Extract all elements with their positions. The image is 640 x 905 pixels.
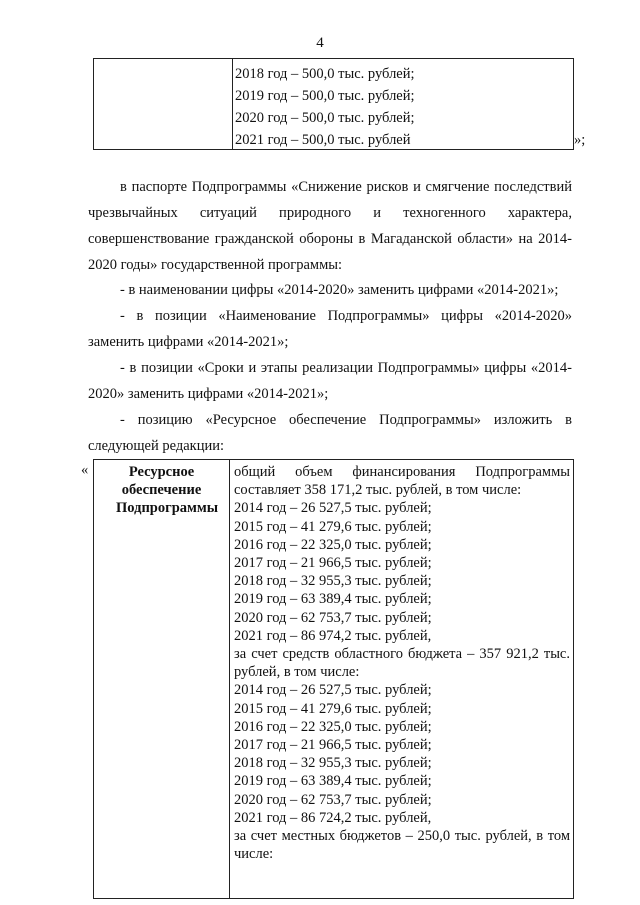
table-line: 2014 год – 26 527,5 тыс. рублей;	[234, 682, 432, 699]
table-line: за счет местных бюджетов – 250,0 тыс. рублей, в том числе:	[234, 828, 570, 863]
table-line: общий объем финансирования Подпрограммы составляет 358 171,2 тыс. рублей, в том числе:	[234, 464, 570, 499]
table-line: 2021 год – 86 974,2 тыс. рублей,	[234, 627, 432, 644]
table-line: за счет средств областного бюджета – 357 921,2 тыс. рублей, в том числе:	[234, 646, 570, 681]
intro-paragraph: в паспорте Подпрограммы «Снижение рисков и смягчение последствий чрезвычайных ситуаций природного и техногенного характера, совершенствование гражданской обороны в Магаданской области» на 2014-2020 годы» государственной программы:	[88, 179, 572, 273]
table-line: 2017 год – 21 966,5 тыс. рублей;	[234, 555, 432, 572]
amendment-item: - позицию «Ресурсное обеспечение Подпрограммы» изложить в следующей редакции:	[88, 412, 572, 454]
resource-table	[93, 459, 574, 899]
table-cell-funding	[235, 63, 569, 151]
table-column-divider	[229, 460, 230, 899]
table-line: 2020 год – 62 753,7 тыс. рублей;	[234, 609, 432, 626]
amendment-item: - в наименовании цифры «2014-2020» заменить цифрами «2014-2021»;	[120, 282, 559, 298]
table-line: 2018 год – 32 955,3 тыс. рублей;	[234, 573, 432, 590]
continuation-table	[93, 58, 574, 150]
closing-quote: »;	[574, 132, 586, 148]
table-line: 2020 год – 62 753,7 тыс. рублей;	[234, 791, 432, 808]
page-number: 4	[316, 35, 324, 51]
table-cell-resources	[234, 463, 570, 863]
table-line: 2021 год – 500,0 тыс. рублей	[235, 132, 411, 148]
table-line: 2017 год – 21 966,5 тыс. рублей;	[234, 737, 432, 754]
amendment-item: - в позиции «Наименование Подпрограммы» цифры «2014-2020» заменить цифрами «2014-2021»;	[88, 308, 572, 350]
table-heading-resources: Ресурсное обеспечение Подпрограммы	[116, 464, 219, 516]
table-line: 2016 год – 22 325,0 тыс. рублей;	[234, 718, 432, 735]
table-line: 2019 год – 63 389,4 тыс. рублей;	[234, 591, 432, 608]
table-line: 2016 год – 22 325,0 тыс. рублей;	[234, 536, 432, 553]
table-line: 2018 год – 500,0 тыс. рублей;	[235, 66, 415, 82]
table-line: 2020 год – 500,0 тыс. рублей;	[235, 110, 415, 126]
amendment-item: - в позиции «Сроки и этапы реализации Подпрограммы» цифры «2014-2020» заменить цифрами «2014-2021»;	[88, 360, 572, 402]
table-bottom-border	[94, 898, 573, 899]
table-line: 2021 год – 86 724,2 тыс. рублей,	[234, 809, 432, 826]
table-column-divider	[232, 59, 233, 149]
table-line: 2015 год – 41 279,6 тыс. рублей;	[234, 700, 432, 717]
table-line: 2018 год – 32 955,3 тыс. рублей;	[234, 755, 432, 772]
opening-quote: «	[81, 462, 89, 478]
table-line: 2014 год – 26 527,5 тыс. рублей;	[234, 500, 432, 517]
table-line: 2019 год – 500,0 тыс. рублей;	[235, 88, 415, 104]
table-line: 2019 год – 63 389,4 тыс. рублей;	[234, 773, 432, 790]
table-line: 2015 год – 41 279,6 тыс. рублей;	[234, 518, 432, 535]
